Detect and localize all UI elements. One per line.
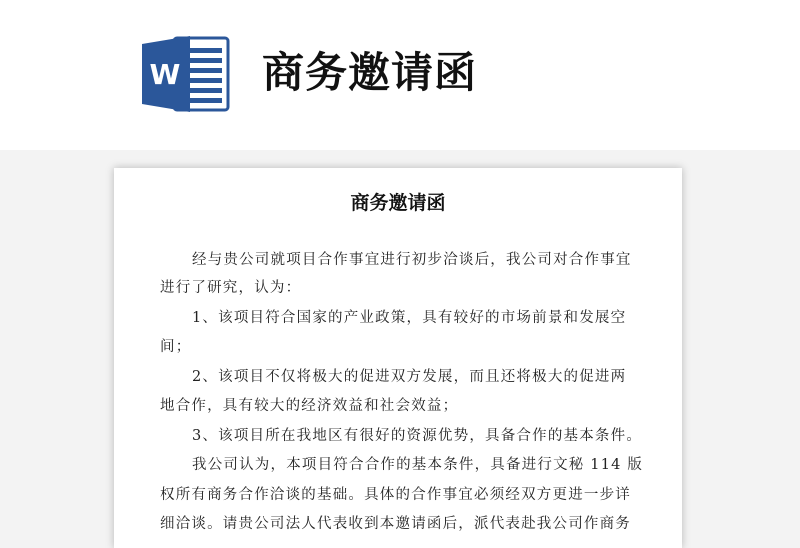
word-icon-letter: W: [149, 58, 181, 91]
paragraph-line: 地合作，具有较大的经济效益和社会效益；: [160, 398, 459, 414]
paragraph-line: 经与贵公司就项目合作事宜进行初步洽谈后，我公司对合作事宜: [192, 252, 632, 268]
document-page: [114, 168, 682, 548]
paragraph-line: 间；: [160, 339, 192, 355]
paragraph-line: 进行了研究，认为：: [160, 280, 302, 296]
header-banner: [0, 0, 800, 150]
paragraph-line: 3、该项目所在我地区有很好的资源优势，具备合作的基本条件。: [192, 428, 643, 444]
paragraph-line: 2、该项目不仅将极大的促进双方发展，而且还将极大的促进两: [192, 369, 627, 385]
paragraph-line: 细洽谈。请贵公司法人代表收到本邀请函后，派代表赴我公司作商务: [160, 516, 631, 532]
page-heading: 商务邀请函: [350, 192, 446, 214]
paragraph-line: 权所有商务合作洽谈的基础。具体的合作事宜必须经双方更进一步详: [160, 487, 631, 503]
word-icon: [140, 34, 232, 114]
paragraph-line: 1、该项目符合国家的产业政策，具有较好的市场前景和发展空: [192, 310, 627, 326]
paragraph-line: 我公司认为，本项目符合合作的基本条件，具备进行文秘 114 版: [192, 457, 644, 473]
doc-title: 商务邀请函: [262, 48, 478, 97]
